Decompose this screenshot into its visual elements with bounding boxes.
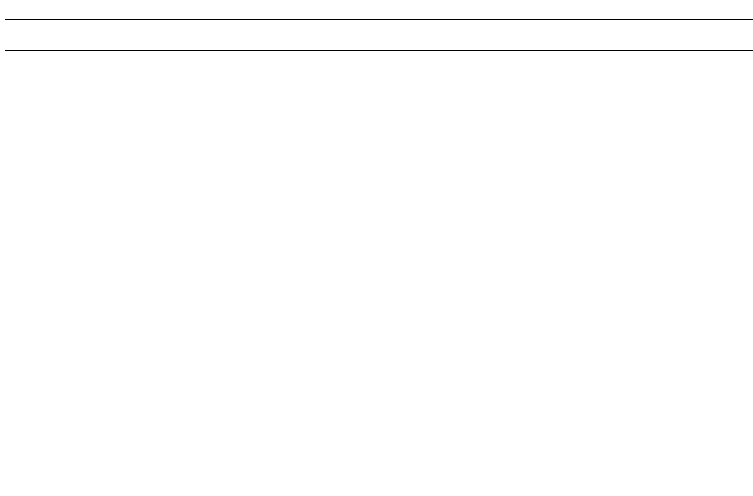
header-reference [392, 20, 482, 48]
header-bottom-line [5, 50, 753, 51]
header-top-line [5, 19, 753, 20]
